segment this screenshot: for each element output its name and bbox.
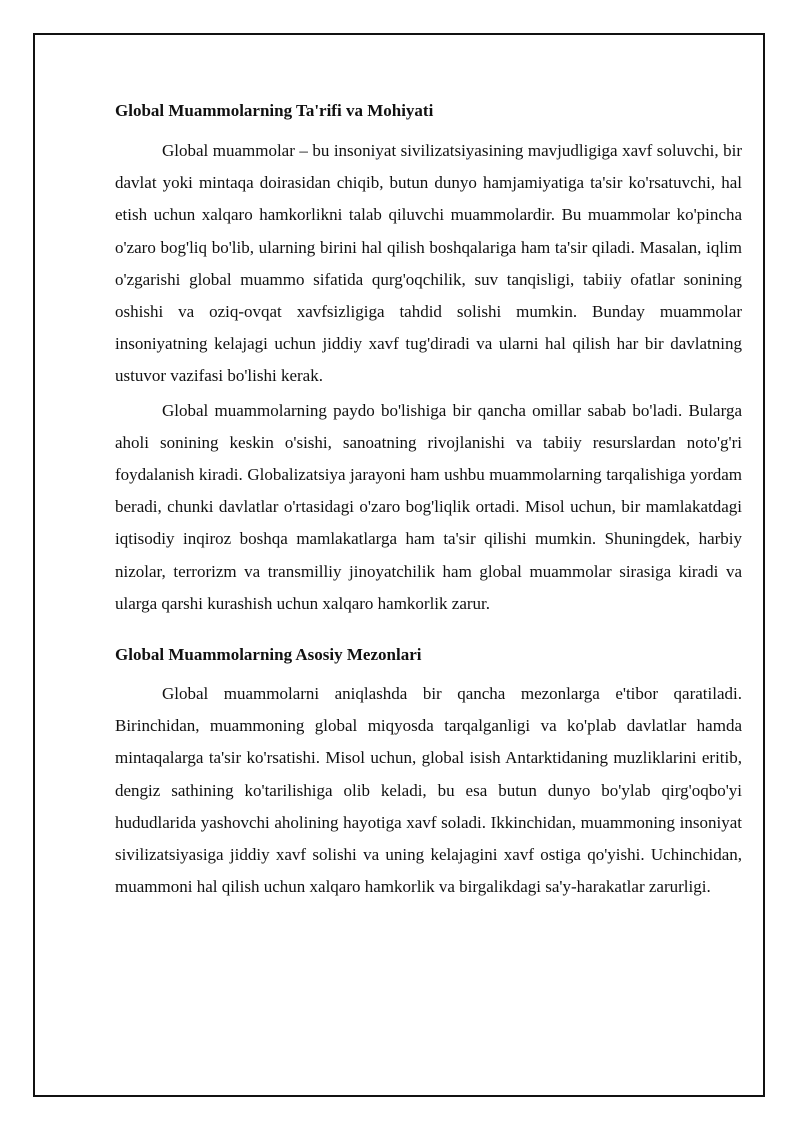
section-criteria (115, 642, 742, 903)
paragraph-criteria-1: Global muammolarni aniqlashda bir qancha mezonlarga e'tibor qaratiladi. Birinchidan, muammoning global miqyosda tarqalganligi va ko'plab davlatlar hamda mintaqalarga ta'sir ko'rsatishi. Misol uchun, global isish Antarktidaning muzliklarini eritib, dengiz sathining ko'tarilishiga olib keladi, bu esa butun dunyo bo'ylab qirg'oqbo'yi hududlarida yashovchi aholining hayotiga xavf soladi. Ikkinchidan, muammoning insoniyat sivilizatsiyasiga jiddiy xavf solishi va uning kelajagini xavf ostiga qo'yishi. Uchinchidan, muammoni hal qilish uchun xalqaro hamkorlik va birgalikdagi sa'y-harakatlar zarurligi. (115, 684, 742, 897)
section-definition (115, 98, 742, 620)
paragraph-definition-2: Global muammolarning paydo bo'lishiga bir qancha omillar sabab bo'ladi. Bularga aholi sonining keskin o'sishi, sanoatning rivojlanishi va tabiiy resurslardan noto'g'ri foydalanish kiradi. Globalizatsiya jarayoni ham ushbu muammolarning tarqalishiga yordam beradi, chunki davlatlar o'rtasidagi o'zaro bog'liqlik ortadi. Misol uchun, bir mamlakatdagi iqtisodiy inqiroz boshqa mamlakatlarga ham ta'sir qilishi mumkin. Shuningdek, harbiy nizolar, terrorizm va transmilliy jinoyatchilik ham global muammolar sirasiga kiradi va ularga qarshi kurashish uchun xalqaro hamkorlik zarur. (115, 400, 742, 613)
section-heading-definition: Global Muammolarning Ta'rifi va Mohiyati (115, 101, 434, 120)
paragraph-definition-1: Global muammolar – bu insoniyat sivilizatsiyasining mavjudligiga xavf soluvchi, bir davlat yoki mintaqa doirasidan chiqib, butun dunyo hamjamiyatiga ta'sir ko'rsatuvchi, hal etish uchun xalqaro hamkorlikni talab qiluvchi muammolardir. Bu muammolar ko'pincha o'zaro bog'liq bo'lib, ularning birini hal qilish boshqalariga ham ta'sir qiladi. Masalan, iqlim o'zgarishi global muammo sifatida qurg'oqchilik, suv tanqisligi, tabiiy ofatlar sonining oshishi va oziq-ovqat xavfsizligiga tahdid solishi mumkin. Bunday muammolar insoniyatning kelajagi uchun jiddiy xavf tug'diradi va ularni hal qilish har bir davlatning ustuvor vazifasi bo'lishi kerak. (115, 141, 742, 386)
document-body (115, 98, 742, 905)
section-heading-criteria: Global Muammolarning Asosiy Mezonlari (115, 645, 422, 665)
